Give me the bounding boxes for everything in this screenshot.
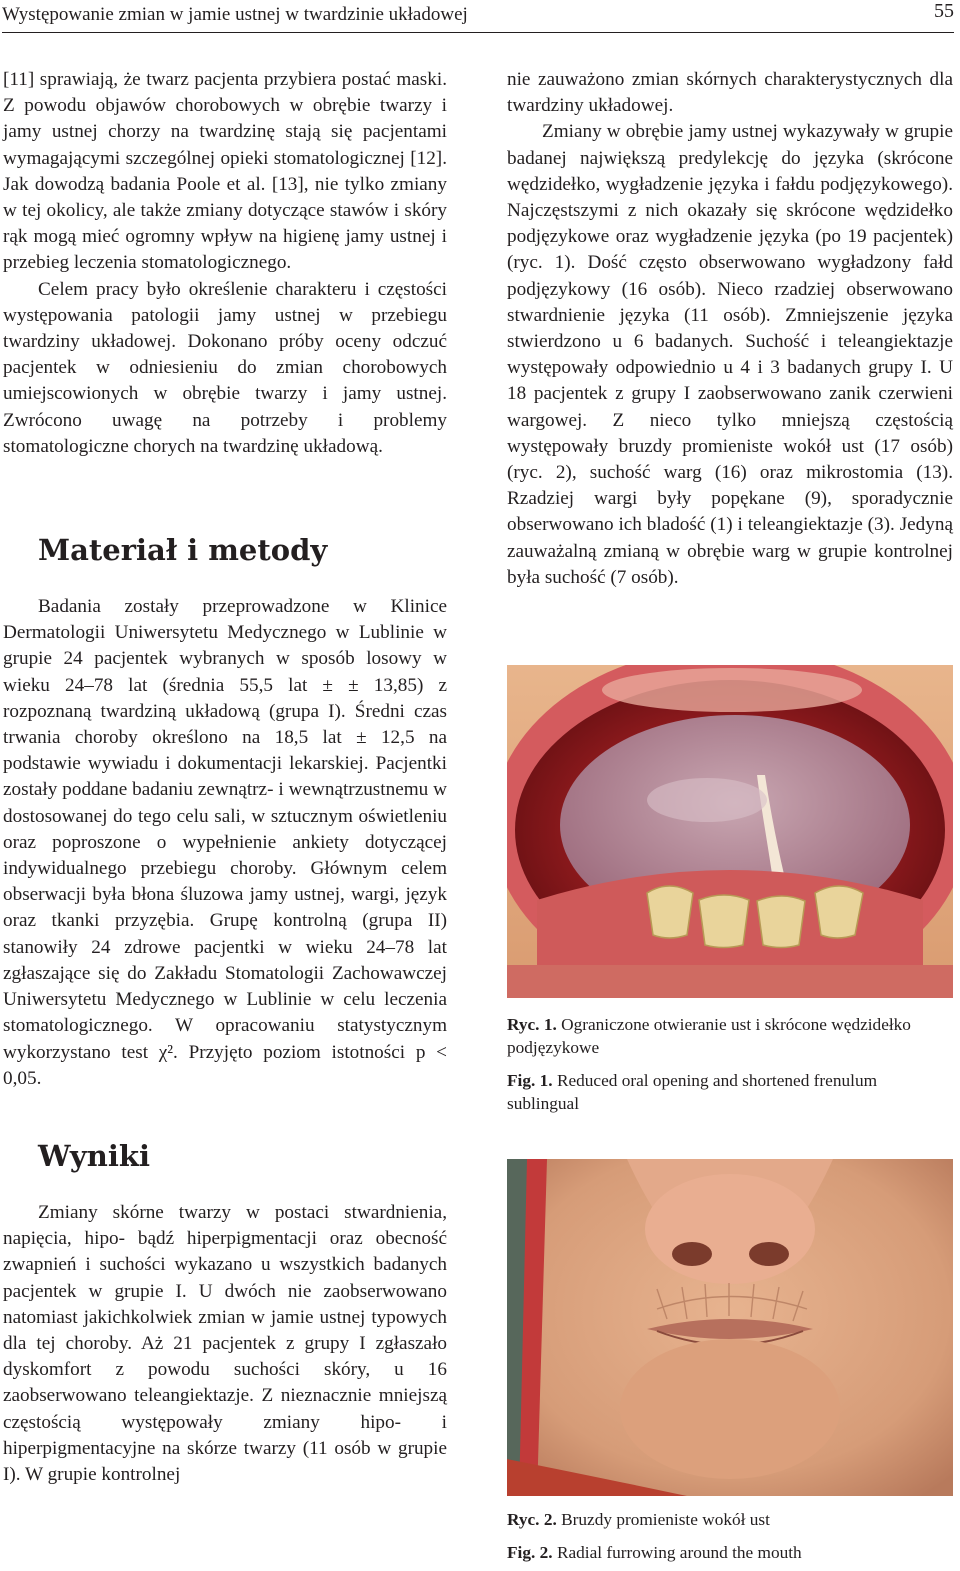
page-number: 55: [934, 0, 954, 22]
figure-1-text-en: Reduced oral opening and shortened frenulum sublingual: [507, 1071, 878, 1113]
figure-2-text-en: Radial furrowing around the mouth: [556, 1543, 802, 1562]
left-column: [3, 67, 447, 1488]
figure-1-text-pl: Ograniczone otwieranie ust i skrócone wędzidełko podjęzykowe: [507, 1015, 911, 1057]
figure-1-caption: [507, 1013, 953, 1115]
figure-2-photo: [507, 1159, 953, 1496]
running-title: Występowanie zmian w jamie ustnej w twardzinie układowej: [2, 4, 468, 25]
figure-2-text-pl: Bruzdy promieniste wokół ust: [561, 1510, 770, 1529]
figure-1-caption-en: [507, 1069, 953, 1115]
figure-1-photo: [507, 665, 953, 998]
running-header: [2, 0, 954, 33]
figure-1-label-en: Fig. 1.: [507, 1071, 553, 1090]
figure-2-label-en: Fig. 2.: [507, 1543, 553, 1562]
methods-paragraph: Badania zostały przeprowadzone w Klinice Dermatologii Uniwersytetu Medycznego w Lublinie w grupie 24 pacjentek wybranych w sposób losowy w wieku 24–78 lat (średnia 55,5 lat ± ± 13,85) z rozpoznaną twardziną układową (grupa I). Średni czas trwania choroby określono na 18,5 lat ± 12,5 na podstawie wywiadu i dokumentacji lekarskiej. Pacjentki zostały poddane badaniu zewnątrz- i wewnątrzustnemu w dostosowanej do tego celu sali, w sztucznym oświetleniu oraz poproszone o wypełnienie ankiety dotyczącej indywidualnego przebiegu choroby. Głównym celem obserwacji była błona śluzowa jamy ustnej, wargi, język oraz tkanki przyzębia. Grupę kontrolną (grupa II) stanowiły 24 zdrowe pacjentki w wieku 24–78 lat zgłaszające się do Zakładu Stomatologii Zachowawczej Uniwersytetu Medycznego w Lublinie w celu leczenia stomatologicznego. W opracowaniu statystycznym wykorzystano test χ². Przyjęto poziom istotności p < 0,05.: [3, 596, 447, 1089]
open-mouth-photo: [507, 665, 953, 998]
intro-paragraph-1: [11] sprawiają, że twarz pacjenta przybiera postać maski. Z powodu objawów chorobowych w obrębie twarzy i jamy ustnej chorzy na twardzinę stają się pacjentami wymagającymi szczególnej opieki stomatologicznej [12]. Jak dowodzą badania Poole et al. [13], nie tylko zmiany w tej okolicy, ale także zmiany dotyczące stawów i skóry rąk mogą mieć ogromny wpływ na higienę jamy ustnej i przebieg leczenia stomatologicznego.: [3, 69, 447, 274]
results-heading: Wyniki: [38, 1138, 150, 1173]
figure-1-caption-pl: [507, 1013, 953, 1059]
figure-2-caption-en: [507, 1541, 953, 1564]
figure-2-label-pl: Ryc. 2.: [507, 1510, 557, 1529]
results-continuation: nie zauważono zmian skórnych charakterystycznych dla twardziny układowej.: [507, 69, 953, 117]
methods-heading: Materiał i metody: [38, 533, 328, 568]
face-photo: [507, 1159, 953, 1496]
figure-2-caption: [507, 1508, 953, 1564]
intro-paragraph-2: Celem pracy było określenie charakteru i częstości występowania patologii jamy ustnej w przebiegu twardziny układowej. Dokonano próby oceny odczuć pacjentek w odniesieniu do zmian chorobowych umiejscowionych w obrębie twarzy i jamy ustnej. Zwrócono uwagę na potrzeby i problemy stomatologiczne chorych na twardzinę układową.: [3, 278, 447, 457]
results-paragraph: Zmiany skórne twarzy w postaci stwardnienia, napięcia, hipo- bądź hiperpigmentacji oraz obecność zwapnień i suchości wykazano u wszystkich badanych pacjentek w grupie I. U dwóch nie zaobserwowano natomiast jakichkolwiek zmian w jamie ustnej typowych dla tej choroby. Aż 21 pacjentek z grupy I zgłaszało dyskomfort z powodu suchości skóry, u 16 zaobserwowano teleangiektazje. Z nieznacznie mniejszą częstością występowały zmiany hipo- i hiperpigmentacyjne na skórze twarzy (11 osób w grupie I). W grupie kontrolnej: [3, 1201, 447, 1485]
results-paragraph-2: Zmiany w obrębie jamy ustnej wykazywały w grupie badanej największą predylekcję do języka (skrócone wędzidełko, wygładzenie języka i fałdu podjęzykowego). Najczęstszymi z nich okazały się skrócone wędzidełko podjęzykowe oraz wygładzenie języka (po 19 pacjentek) (ryc. 1). Dość często obserwowano wygładzony fałd podjęzykowy (16 osób). Nieco rzadziej obserwowano stwardnienie języka (11 osób). Zmniejszenie języka stwierdzono u 6 badanych. Suchość i teleangiektazje występowały odpowiednio u 4 i 3 badanych grupy I. U 18 pacjentek z grupy I zaobserwowano zanik czerwieni wargowej. Z nieco tylko mniejszą częstością występowały bruzdy promieniste wokół ust (17 osób) (ryc. 2), suchość warg (16) oraz mikrostomia (13). Rzadziej wargi były popękane (9), sporadycznie obserwowano ich bladość (1) i teleangiektazje (3). Jedyną zauważalną zmianą w obrębie warg w grupie kontrolnej była suchość (7 osób).: [507, 121, 953, 588]
figure-2-caption-pl: [507, 1508, 953, 1531]
figure-1-label-pl: Ryc. 1.: [507, 1015, 557, 1034]
right-column: [507, 67, 953, 591]
